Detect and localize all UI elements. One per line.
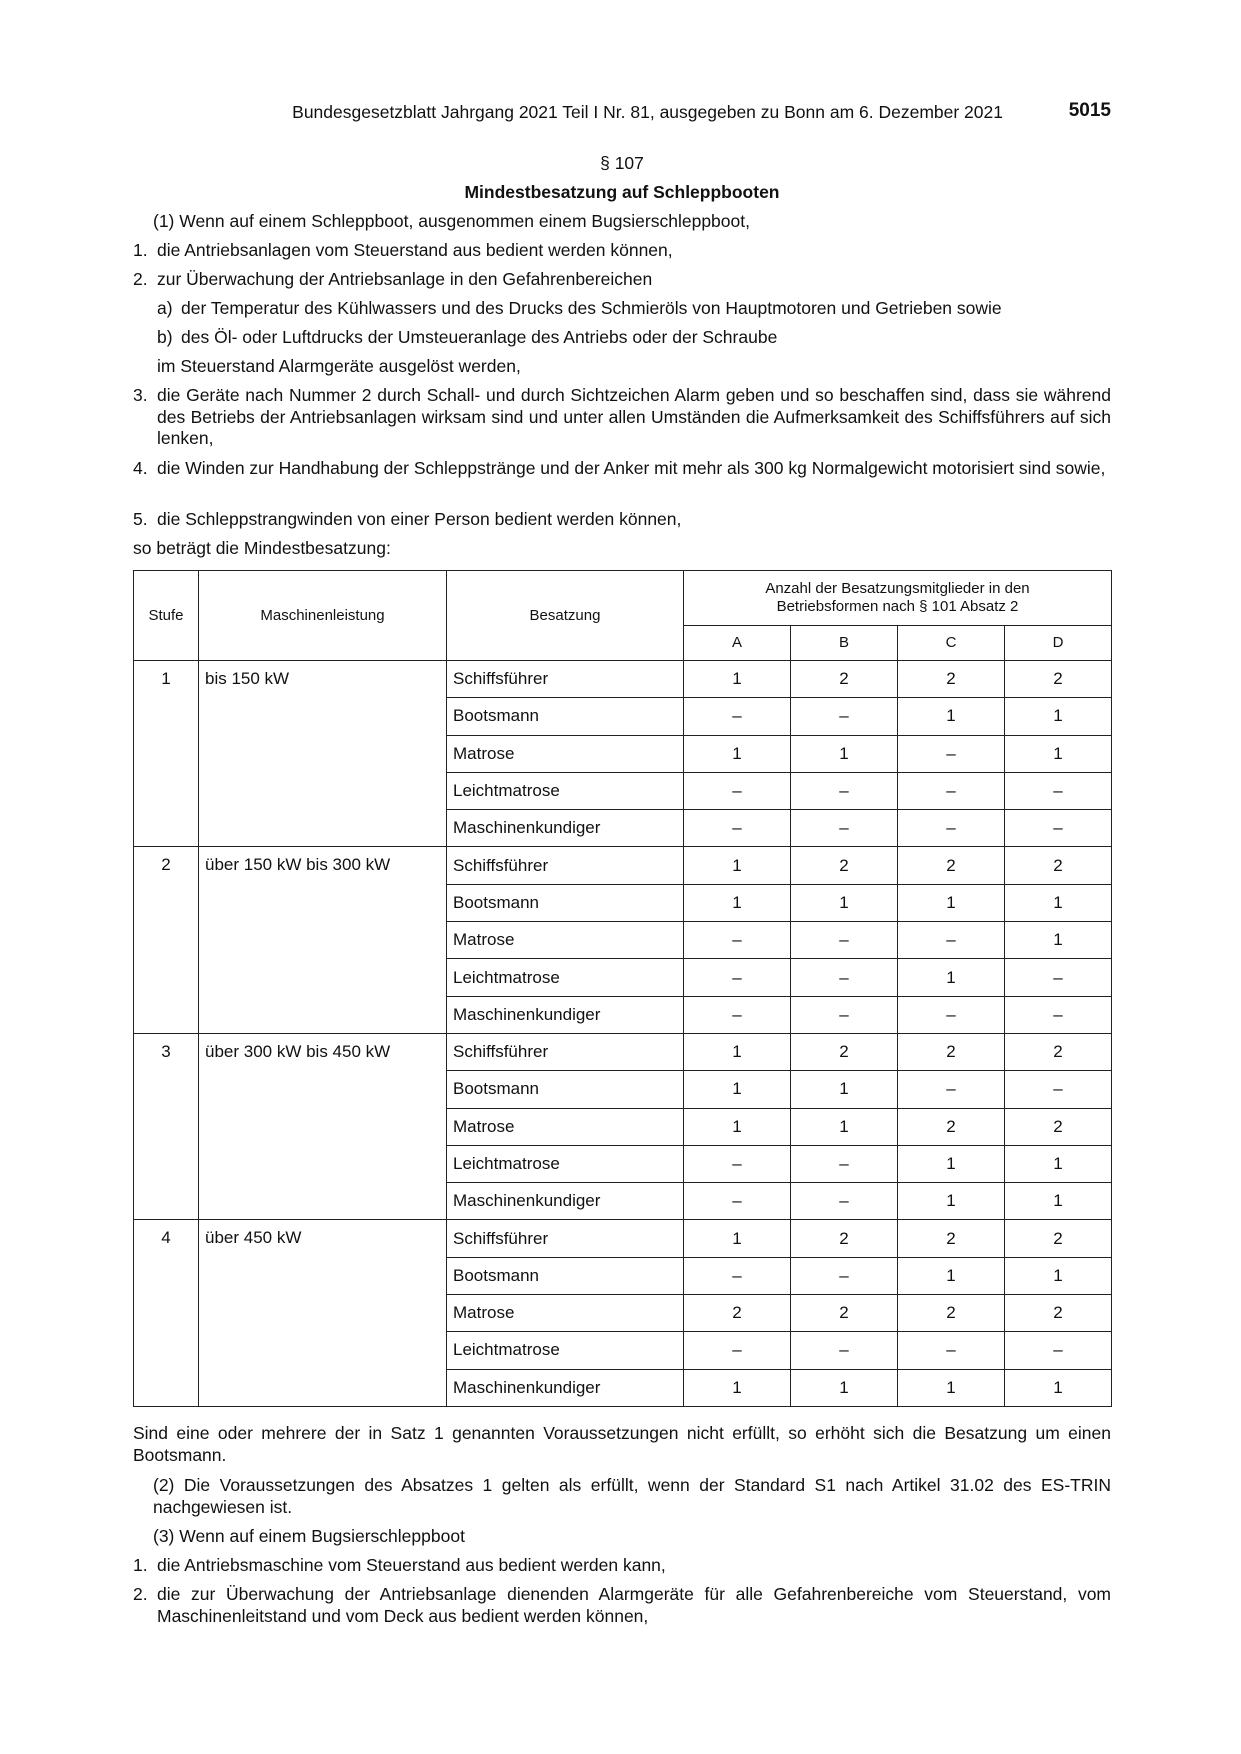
count-cell: 2	[898, 1295, 1005, 1332]
page-number: 5015	[1068, 100, 1111, 121]
list-number: 2.	[133, 1584, 148, 1604]
table-row	[134, 847, 1112, 884]
count-cell: 1	[791, 1108, 898, 1145]
count-cell: 1	[684, 1033, 791, 1070]
count-cell: 1	[898, 1145, 1005, 1182]
count-cell: 1	[898, 959, 1005, 996]
count-cell: 2	[898, 661, 1005, 698]
leistung-cell: bis 150 kW	[199, 661, 447, 847]
list-text: zur Überwachung der Antriebsanlage in den Gefahrenbereichen	[157, 269, 653, 289]
count-cell: –	[684, 698, 791, 735]
sub-list-letter: b)	[157, 327, 173, 347]
list-text: die Schleppstrangwinden von einer Person bedient werden können,	[157, 509, 682, 529]
count-cell: 1	[684, 661, 791, 698]
count-cell: 1	[684, 884, 791, 921]
header-besatzung: Besatzung	[447, 571, 684, 661]
list-number: 2.	[133, 269, 148, 289]
sub-list-item	[157, 298, 1111, 320]
count-cell: 1	[684, 1108, 791, 1145]
list-number: 5.	[133, 509, 148, 529]
count-cell: 2	[791, 847, 898, 884]
header-form-a: A	[684, 626, 791, 661]
header-form-d: D	[1005, 626, 1112, 661]
role-cell: Leichtmatrose	[447, 959, 684, 996]
count-cell: –	[1005, 810, 1112, 847]
count-cell: 1	[684, 1369, 791, 1406]
sub-list-text: des Öl- oder Luftdrucks der Umsteueranlage des Antriebs oder der Schraube	[181, 327, 778, 347]
list-item	[133, 385, 1111, 450]
paragraph-1-closing: so beträgt die Mindestbesatzung:	[133, 538, 391, 558]
count-cell: –	[791, 922, 898, 959]
role-cell: Matrose	[447, 1295, 684, 1332]
count-cell: 2	[1005, 1033, 1112, 1070]
header-stufe: Stufe	[134, 571, 199, 661]
crew-table	[133, 570, 1112, 1407]
count-cell: –	[791, 772, 898, 809]
count-cell: 1	[1005, 735, 1112, 772]
count-cell: 1	[684, 735, 791, 772]
list-item	[133, 240, 1111, 262]
header-leistung: Maschinenleistung	[199, 571, 447, 661]
page-header	[133, 100, 1111, 124]
count-cell: 1	[1005, 698, 1112, 735]
sub-list-text: der Temperatur des Kühlwassers und des Drucks des Schmieröls von Hauptmotoren und Getrieben sowie	[181, 298, 1002, 318]
count-cell: 1	[791, 884, 898, 921]
after-table-text: Sind eine oder mehrere der in Satz 1 genannten Voraussetzungen nicht erfüllt, so erhöht sich die Besatzung um einen Bootsmann.	[133, 1423, 1111, 1465]
role-cell: Leichtmatrose	[447, 1332, 684, 1369]
list-item	[133, 458, 1111, 480]
list-text: die Antriebsmaschine vom Steuerstand aus bedient werden kann,	[157, 1555, 666, 1575]
role-cell: Bootsmann	[447, 698, 684, 735]
count-cell: –	[684, 1183, 791, 1220]
count-cell: –	[684, 1257, 791, 1294]
sub-list-letter: a)	[157, 298, 173, 318]
count-cell: –	[684, 1332, 791, 1369]
count-cell: 1	[684, 1071, 791, 1108]
count-cell: –	[791, 1257, 898, 1294]
role-cell: Matrose	[447, 922, 684, 959]
count-cell: 1	[898, 1369, 1005, 1406]
count-cell: –	[1005, 996, 1112, 1033]
role-cell: Bootsmann	[447, 1257, 684, 1294]
count-cell: 1	[898, 884, 1005, 921]
count-cell: 1	[791, 1071, 898, 1108]
table-row	[134, 1220, 1112, 1257]
count-cell: 2	[791, 1220, 898, 1257]
paragraph-3-intro: (3) Wenn auf einem Bugsierschleppboot	[153, 1526, 465, 1546]
count-cell: –	[898, 922, 1005, 959]
count-cell: –	[1005, 772, 1112, 809]
count-cell: –	[791, 959, 898, 996]
count-cell: 2	[1005, 1220, 1112, 1257]
count-cell: –	[684, 996, 791, 1033]
count-cell: 1	[791, 735, 898, 772]
list-text: die Antriebsanlagen vom Steuerstand aus bedient werden können,	[157, 240, 673, 260]
header-form-c: C	[898, 626, 1005, 661]
count-cell: –	[684, 922, 791, 959]
crew-table-body	[134, 661, 1112, 1407]
count-cell: 2	[898, 1033, 1005, 1070]
count-cell: 2	[791, 1295, 898, 1332]
count-cell: –	[898, 996, 1005, 1033]
role-cell: Schiffsführer	[447, 661, 684, 698]
list-text: die Geräte nach Nummer 2 durch Schall- und durch Sichtzeichen Alarm geben und so beschaffen sind, dass sie während des Betriebs der Antriebsanlagen wirksam sind und unter allen Umständen die Aufmerksamkeit des Schiffsführers auf sich lenken,	[157, 385, 1111, 448]
role-cell: Schiffsführer	[447, 847, 684, 884]
table-row	[134, 1033, 1112, 1070]
count-cell: 1	[684, 1220, 791, 1257]
header-form-b: B	[791, 626, 898, 661]
list-text: die Winden zur Handhabung der Schleppstränge und der Anker mit mehr als 300 kg Normalgewicht motorisiert sind sowie,	[157, 458, 1106, 478]
header-text: Bundesgesetzblatt Jahrgang 2021 Teil I Nr. 81, ausgegeben zu Bonn am 6. Dezember 2021	[292, 102, 1003, 122]
role-cell: Matrose	[447, 735, 684, 772]
paragraph-2: (2) Die Voraussetzungen des Absatzes 1 gelten als erfüllt, wenn der Standard S1 nach Artikel 31.02 des ES-TRIN nachgewiesen ist.	[153, 1475, 1111, 1517]
count-cell: –	[1005, 1332, 1112, 1369]
count-cell: 1	[1005, 884, 1112, 921]
stufe-cell: 3	[134, 1033, 199, 1219]
count-cell: –	[684, 810, 791, 847]
count-cell: –	[684, 772, 791, 809]
count-cell: 2	[1005, 1295, 1112, 1332]
count-cell: –	[898, 772, 1005, 809]
count-cell: –	[898, 1071, 1005, 1108]
stufe-cell: 4	[134, 1220, 199, 1406]
list-item	[133, 509, 1111, 531]
role-cell: Leichtmatrose	[447, 772, 684, 809]
count-cell: –	[1005, 959, 1112, 996]
role-cell: Bootsmann	[447, 1071, 684, 1108]
role-cell: Schiffsführer	[447, 1033, 684, 1070]
leistung-cell: über 300 kW bis 450 kW	[199, 1033, 447, 1219]
count-cell: –	[791, 1183, 898, 1220]
list-number: 4.	[133, 458, 148, 478]
role-cell: Maschinenkundiger	[447, 1369, 684, 1406]
stufe-cell: 1	[134, 661, 199, 847]
count-cell: –	[684, 1145, 791, 1182]
table-row	[134, 661, 1112, 698]
list-number: 1.	[133, 240, 148, 260]
role-cell: Maschinenkundiger	[447, 810, 684, 847]
count-cell: 2	[1005, 1108, 1112, 1145]
list-item	[133, 1584, 1111, 1627]
stufe-cell: 2	[134, 847, 199, 1033]
count-cell: 2	[898, 1220, 1005, 1257]
section-title: Mindestbesatzung auf Schleppbooten	[464, 182, 780, 202]
count-cell: 2	[1005, 661, 1112, 698]
list-item	[133, 1555, 1111, 1577]
role-cell: Bootsmann	[447, 884, 684, 921]
count-cell: –	[791, 996, 898, 1033]
sub-list-closing: im Steuerstand Alarmgeräte ausgelöst werden,	[157, 356, 521, 376]
list-text: die zur Überwachung der Antriebsanlage dienenden Alarmgeräte für alle Gefahrenbereiche vom Steuerstand, vom Maschinenleitstand und vom Deck aus bedient werden können,	[157, 1584, 1111, 1626]
count-cell: 2	[791, 661, 898, 698]
count-cell: 2	[898, 1108, 1005, 1145]
count-cell: 1	[1005, 1257, 1112, 1294]
count-cell: –	[791, 810, 898, 847]
count-cell: –	[898, 1332, 1005, 1369]
count-cell: 2	[684, 1295, 791, 1332]
role-cell: Maschinenkundiger	[447, 996, 684, 1033]
count-cell: –	[791, 698, 898, 735]
leistung-cell: über 150 kW bis 300 kW	[199, 847, 447, 1033]
count-cell: 1	[791, 1369, 898, 1406]
role-cell: Schiffsführer	[447, 1220, 684, 1257]
leistung-cell: über 450 kW	[199, 1220, 447, 1406]
count-cell: –	[898, 735, 1005, 772]
role-cell: Maschinenkundiger	[447, 1183, 684, 1220]
count-cell: –	[791, 1332, 898, 1369]
list-number: 3.	[133, 385, 148, 405]
count-cell: 2	[791, 1033, 898, 1070]
count-cell: –	[1005, 1071, 1112, 1108]
count-cell: 1	[1005, 1183, 1112, 1220]
list-item	[133, 269, 1111, 291]
count-cell: 1	[898, 1183, 1005, 1220]
sub-list-item	[157, 327, 1111, 349]
count-cell: 2	[898, 847, 1005, 884]
count-cell: 1	[1005, 1369, 1112, 1406]
count-cell: 1	[1005, 1145, 1112, 1182]
list-number: 1.	[133, 1555, 148, 1575]
paragraph-1-intro: (1) Wenn auf einem Schleppboot, ausgenommen einem Bugsierschleppboot,	[153, 211, 750, 231]
count-cell: 1	[684, 847, 791, 884]
role-cell: Matrose	[447, 1108, 684, 1145]
role-cell: Leichtmatrose	[447, 1145, 684, 1182]
section-number: § 107	[600, 153, 644, 173]
count-cell: –	[791, 1145, 898, 1182]
count-cell: –	[684, 959, 791, 996]
count-cell: 1	[898, 698, 1005, 735]
count-cell: 1	[898, 1257, 1005, 1294]
count-cell: 2	[1005, 847, 1112, 884]
header-anzahl: Anzahl der Besatzungsmitglieder in den Betriebsformen nach § 101 Absatz 2	[684, 571, 1112, 626]
count-cell: 1	[1005, 922, 1112, 959]
count-cell: –	[898, 810, 1005, 847]
